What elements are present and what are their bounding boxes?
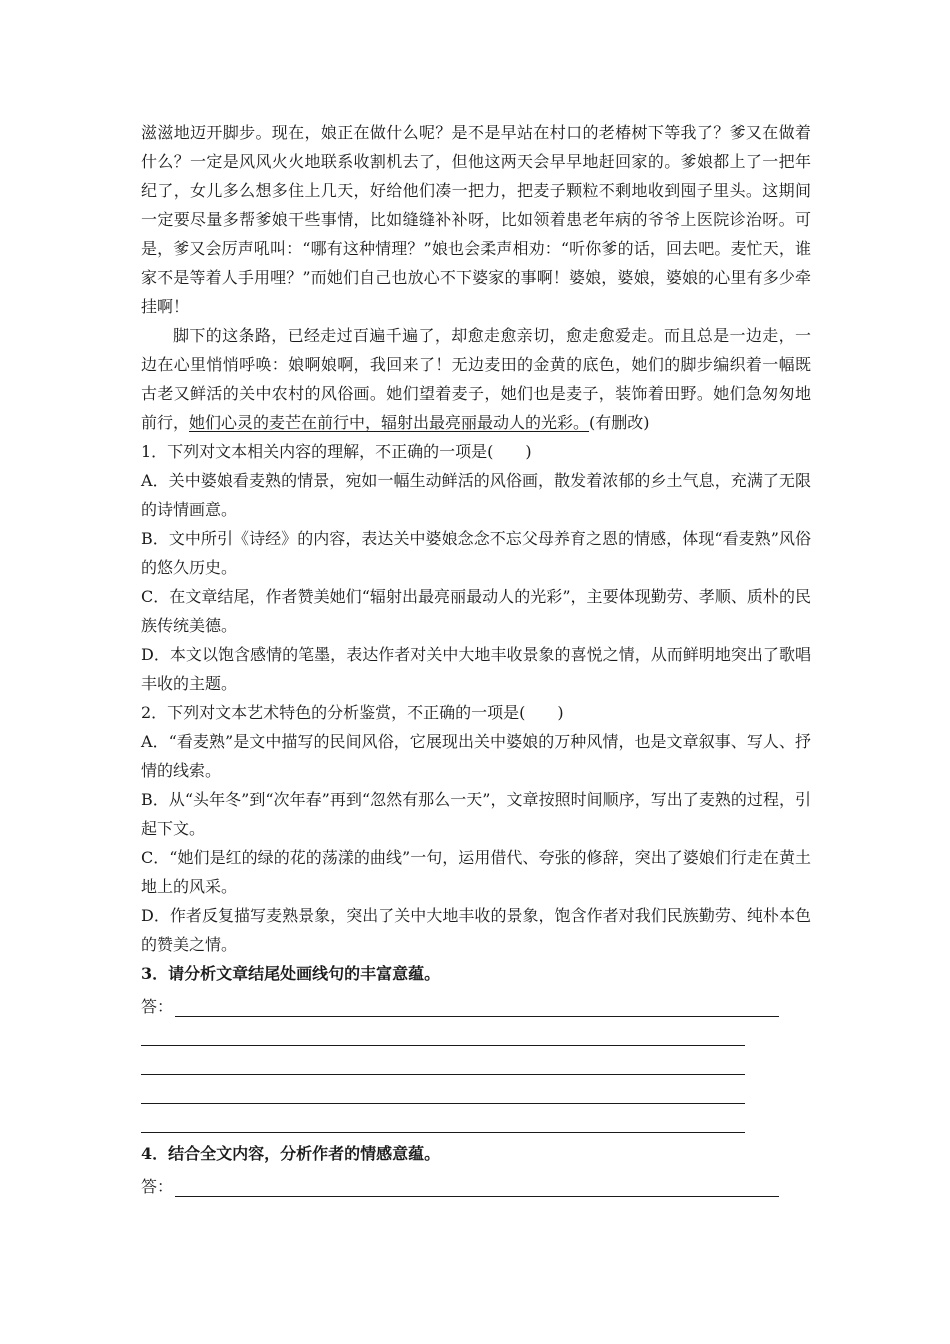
question-2 bbox=[141, 698, 811, 959]
question-1-stem: 1．下列对文本相关内容的理解，不正确的一项是( ) bbox=[141, 442, 532, 461]
question-4-stem: 4．结合全文内容，分析作者的情感意蕴。 bbox=[141, 1144, 441, 1163]
question-2-option-a: A．“看麦熟”是文中描写的民间风俗，它展现出关中婆娘的万种风情，也是文章叙事、写人、抒情的线索。 bbox=[141, 732, 811, 780]
question-3-stem: 3．请分析文章结尾处画线句的丰富意蕴。 bbox=[141, 964, 441, 983]
passage-paragraph-1: 滋滋地迈开脚步。现在，娘正在做什么呢？是不是早站在村口的老椿树下等我了？爹又在做着什么？一定是风风火火地联系收割机去了，但他这两天会早早地赶回家的。爹娘都上了一把年纪了，女儿多么想多住上几天，好给他们凑一把力，把麦子颗粒不剩地收到囤子里头。这期间一定要尽量多帮爹娘干些事情，比如缝缝补补呀，比如领着患老年病的爷爷上医院诊治呀。可是，爹又会厉声吼叫：“哪有这种情理？”娘也会柔声相劝：“听你爹的话，回去吧。麦忙天，谁家不是等着人手用哩？”而她们自己也放心不下婆家的事啊！婆娘，婆娘，婆娘的心里有多少牵挂啊！ bbox=[141, 123, 811, 316]
answer-blank-line[interactable] bbox=[141, 1102, 745, 1104]
question-2-option-d: D．作者反复描写麦熟景象，突出了关中大地丰收的景象，饱含作者对我们民族勤劳、纯朴本色的赞美之情。 bbox=[141, 906, 811, 954]
question-1-option-a: A．关中婆娘看麦熟的情景，宛如一幅生动鲜活的风俗画，散发着浓郁的乡土气息，充满了无限的诗情画意。 bbox=[141, 471, 811, 519]
passage-paragraph-2-text: 脚下的这条路，已经走过百遍千遍了，却愈走愈亲切，愈走愈爱走。而且总是一边走，一边在心里悄悄呼唤：娘啊娘啊，我回来了！无边麦田的金黄的底色，她们的脚步编织着一幅既古老又鲜活的关中农村的风俗画。她们望着麦子，她们也是麦子，装饰着田野。她们急匆匆地前行， bbox=[141, 326, 811, 432]
question-1 bbox=[141, 437, 811, 698]
question-2-stem: 2．下列对文本艺术特色的分析鉴赏，不正确的一项是( ) bbox=[141, 703, 564, 722]
answer-blank-line[interactable] bbox=[141, 1073, 745, 1075]
source-note: (有删改) bbox=[589, 413, 650, 432]
question-3-answer-line[interactable] bbox=[141, 988, 811, 1017]
question-3 bbox=[141, 959, 811, 1133]
answer-rule bbox=[175, 998, 779, 1017]
content-area bbox=[141, 118, 811, 1197]
question-1-option-b: B．文中所引《诗经》的内容，表达关中婆娘念念不忘父母养育之恩的情感，体现“看麦熟”风俗的悠久历史。 bbox=[141, 529, 811, 577]
question-1-option-c: C．在文章结尾，作者赞美她们“辐射出最亮丽最动人的光彩”，主要体现勤劳、孝顺、质朴的民族传统美德。 bbox=[141, 587, 811, 635]
question-2-option-b: B．从“头年冬”到“次年春”再到“忽然有那么一天”，文章按照时间顺序，写出了麦熟的过程，引起下文。 bbox=[141, 790, 811, 838]
passage-paragraph-2 bbox=[141, 321, 811, 437]
answer-blank-line[interactable] bbox=[141, 1044, 745, 1046]
answer-label: 答： bbox=[141, 1177, 174, 1196]
question-1-option-d: D．本文以饱含感情的笔墨，表达作者对关中大地丰收景象的喜悦之情，从而鲜明地突出了歌唱丰收的主题。 bbox=[141, 645, 811, 693]
answer-label: 答： bbox=[141, 997, 174, 1016]
question-4 bbox=[141, 1139, 811, 1197]
underlined-sentence: 她们心灵的麦芒在前行中，辐射出最亮丽最动人的光彩。 bbox=[189, 413, 590, 432]
question-2-option-c: C．“她们是红的绿的花的荡漾的曲线”一句，运用借代、夸张的修辞，突出了婆娘们行走在黄土地上的风采。 bbox=[141, 848, 811, 896]
answer-rule bbox=[175, 1178, 779, 1197]
question-4-answer-line[interactable] bbox=[141, 1168, 811, 1197]
